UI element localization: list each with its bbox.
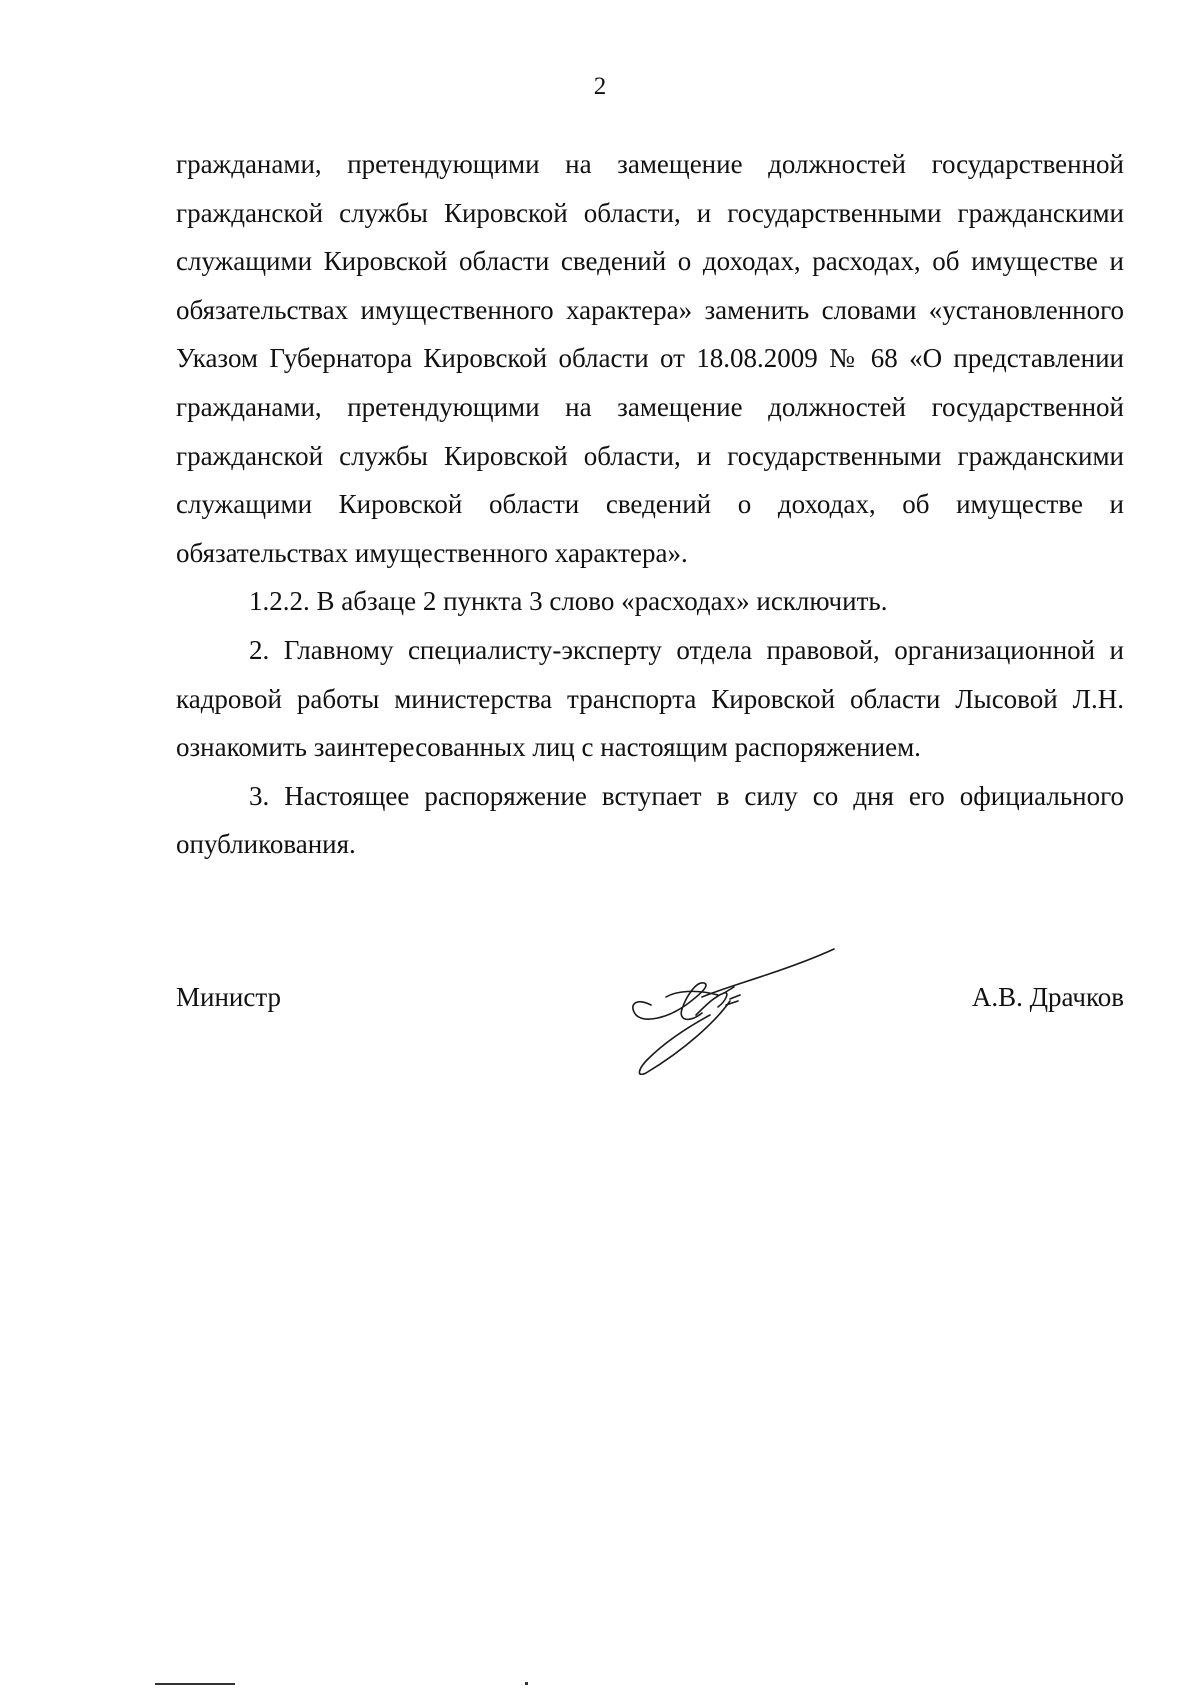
handwritten-signature xyxy=(606,935,836,1075)
paragraph-item-2: 2. Главному специалисту-эксперту отдела правовой, организационной и кадровой работы министерства транспорта Кировской области Лысовой Л.Н. ознакомить заинтересованных лиц с настоящим распоряжением. xyxy=(176,634,1124,763)
document-body xyxy=(176,140,1124,869)
signature-block xyxy=(176,935,1124,1075)
signatory-position: Министр xyxy=(176,982,281,1012)
footer-line xyxy=(155,1683,235,1685)
paragraph-item-1-2-2: 1.2.2. В абзаце 2 пункта 3 слово «расходах» исключить. xyxy=(249,586,888,617)
footer-dot xyxy=(525,1682,528,1685)
paragraph-continuation: гражданами, претендующими на замещение должностей государственной гражданской службы Кировской области, и государственными гражданскими служащими Кировской области сведений о доходах, расходах, об имуществе и обязательствах имущественного характера» заменить словами «установленного Указом Губернатора Кировской области от 18.08.2009 № 68 «О представлении гражданами, претендующими на замещение должностей государственной гражданской службы Кировской области, и государственными гражданскими служащими Кировской области сведений о доходах, об имуществе и обязательствах имущественного характера». xyxy=(176,149,1124,568)
signatory-name: А.В. Драчков xyxy=(971,982,1124,1012)
page-number: 2 xyxy=(593,73,607,100)
paragraph-item-3: 3. Настоящее распоряжение вступает в силу со дня его официального опубликования. xyxy=(176,780,1124,860)
